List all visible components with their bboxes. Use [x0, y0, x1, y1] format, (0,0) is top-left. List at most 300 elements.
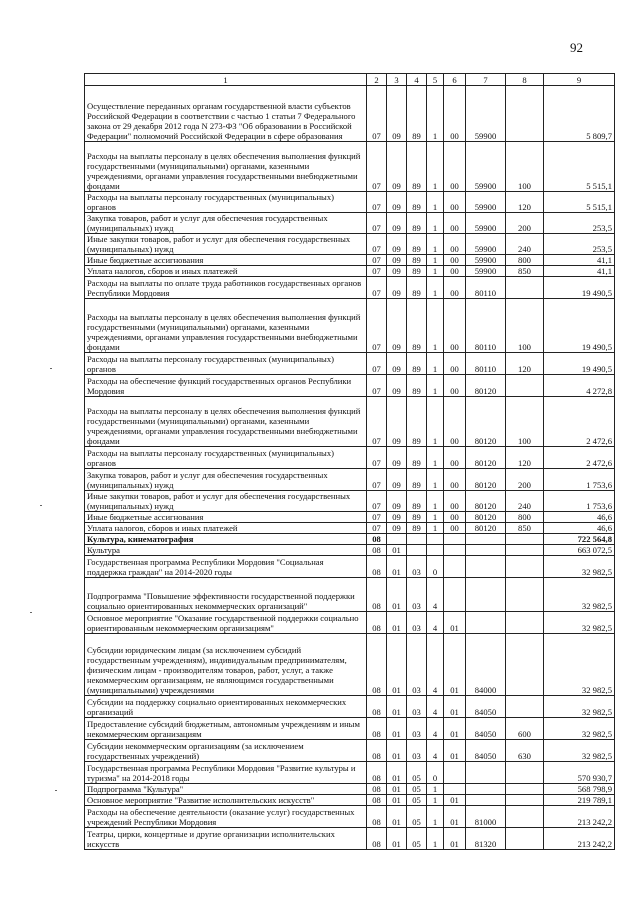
row-name: Субсидии юридическим лицам (за исключением субсидий государственным учреждениям), индивидуальным предпринимателям, физическим лицам - производителям товаров, работ, услуг, а также некоммерческим организациям, не являющимся государственными (муниципальными) учреждениями — [85, 634, 367, 696]
row-section: 07 — [367, 447, 387, 469]
row-direction: 59900 — [466, 86, 506, 142]
row-name: Подпрограмма "Повышение эффективности государственной поддержки социально ориентированных некоммерческих организаций" — [85, 578, 367, 612]
header-direction: 7 — [466, 74, 506, 86]
row-direction: 59900 — [466, 192, 506, 213]
row-section: 07 — [367, 142, 387, 192]
row-expense-type — [506, 578, 544, 612]
row-name: Уплата налогов, сборов и иных платежей — [85, 266, 367, 277]
row-name: Иные закупки товаров, работ и услуг для обеспечения государственных (муниципальных) нужд — [85, 234, 367, 255]
row-measure — [444, 578, 466, 612]
row-direction: 84050 — [466, 696, 506, 718]
row-amount: 32 982,5 — [544, 696, 615, 718]
row-subprogram: 4 — [427, 696, 444, 718]
row-section: 07 — [367, 266, 387, 277]
row-subprogram: 1 — [427, 523, 444, 534]
row-program: 89 — [407, 469, 427, 491]
row-subprogram: 4 — [427, 578, 444, 612]
row-section: 07 — [367, 397, 387, 447]
row-subsection: 01 — [387, 556, 407, 578]
row-direction: 59900 — [466, 142, 506, 192]
row-amount: 253,5 — [544, 234, 615, 255]
table-row — [85, 375, 615, 397]
row-expense-type: 850 — [506, 523, 544, 534]
row-measure: 00 — [444, 213, 466, 234]
row-subsection: 01 — [387, 784, 407, 795]
row-direction — [466, 795, 506, 806]
row-subsection: 01 — [387, 718, 407, 740]
row-amount: 4 272,8 — [544, 375, 615, 397]
row-amount: 32 982,5 — [544, 740, 615, 762]
row-expense-type — [506, 277, 544, 299]
row-direction: 80120 — [466, 512, 506, 523]
row-direction: 59900 — [466, 213, 506, 234]
row-measure: 00 — [444, 447, 466, 469]
table-row — [85, 740, 615, 762]
row-expense-type: 240 — [506, 234, 544, 255]
row-measure: 00 — [444, 512, 466, 523]
row-program: 03 — [407, 696, 427, 718]
row-expense-type — [506, 634, 544, 696]
row-subsection: 09 — [387, 266, 407, 277]
budget-expenditure-table — [84, 73, 615, 850]
row-direction: 80120 — [466, 491, 506, 512]
row-section: 08 — [367, 578, 387, 612]
row-direction — [466, 545, 506, 556]
table-row — [85, 299, 615, 353]
row-program: 89 — [407, 86, 427, 142]
row-amount: 253,5 — [544, 213, 615, 234]
row-direction: 84050 — [466, 740, 506, 762]
table-row — [85, 192, 615, 213]
row-amount: 2 472,6 — [544, 397, 615, 447]
table-row — [85, 447, 615, 469]
row-section: 08 — [367, 534, 387, 545]
row-program: 89 — [407, 277, 427, 299]
row-program: 05 — [407, 795, 427, 806]
row-subprogram — [427, 534, 444, 545]
row-section: 08 — [367, 762, 387, 784]
table-row — [85, 795, 615, 806]
row-measure — [444, 762, 466, 784]
row-section: 07 — [367, 491, 387, 512]
row-subsection: 09 — [387, 353, 407, 375]
row-subprogram: 1 — [427, 353, 444, 375]
row-expense-type: 120 — [506, 353, 544, 375]
row-expense-type: 600 — [506, 718, 544, 740]
row-expense-type: 800 — [506, 512, 544, 523]
header-subprogram: 5 — [427, 74, 444, 86]
row-subprogram: 1 — [427, 266, 444, 277]
row-measure: 00 — [444, 491, 466, 512]
row-subprogram: 0 — [427, 762, 444, 784]
row-measure: 01 — [444, 795, 466, 806]
table-row — [85, 397, 615, 447]
row-subsection: 01 — [387, 740, 407, 762]
row-section: 08 — [367, 718, 387, 740]
row-program: 03 — [407, 740, 427, 762]
row-name: Расходы на выплаты персоналу в целях обеспечения выполнения функций государственными (муниципальными) органами, казенными учреждениями, органами управления государственными внебюджетными фондами — [85, 397, 367, 447]
row-subprogram: 1 — [427, 447, 444, 469]
row-amount: 32 982,5 — [544, 578, 615, 612]
table-row — [85, 255, 615, 266]
row-subsection: 09 — [387, 86, 407, 142]
row-program — [407, 545, 427, 556]
table-row — [85, 634, 615, 696]
row-name: Предоставление субсидий бюджетным, автономным учреждениям и иным некоммерческим организациям — [85, 718, 367, 740]
row-amount: 663 072,5 — [544, 545, 615, 556]
row-subprogram: 1 — [427, 375, 444, 397]
row-section: 08 — [367, 696, 387, 718]
row-subprogram — [427, 545, 444, 556]
row-name: Государственная программа Республики Мордовия "Социальная поддержка граждан" на 2014-2020 годы — [85, 556, 367, 578]
row-section: 07 — [367, 512, 387, 523]
row-name: Закупка товаров, работ и услуг для обеспечения государственных (муниципальных) нужд — [85, 213, 367, 234]
row-expense-type — [506, 375, 544, 397]
row-program: 89 — [407, 397, 427, 447]
row-direction: 80120 — [466, 375, 506, 397]
row-expense-type: 120 — [506, 447, 544, 469]
row-subsection: 09 — [387, 397, 407, 447]
row-program: 05 — [407, 784, 427, 795]
row-section: 07 — [367, 213, 387, 234]
row-name: Расходы на выплаты персоналу государственных (муниципальных) органов — [85, 353, 367, 375]
row-name: Осуществление переданных органам государственной власти субъектов Российской Федерации в соответствии с частью 1 статьи 7 Федерального закона от 29 декабря 2012 года N 273-ФЗ "Об образовании в Российской Федерации" полномочий Российской Федерации в сфере образования — [85, 86, 367, 142]
row-expense-type — [506, 696, 544, 718]
row-subsection: 01 — [387, 696, 407, 718]
row-subprogram: 1 — [427, 277, 444, 299]
row-name: Культура — [85, 545, 367, 556]
header-program: 4 — [407, 74, 427, 86]
row-program: 03 — [407, 556, 427, 578]
row-program: 05 — [407, 762, 427, 784]
row-amount: 1 753,6 — [544, 491, 615, 512]
row-expense-type: 630 — [506, 740, 544, 762]
table-row — [85, 534, 615, 545]
header-subsection: 3 — [387, 74, 407, 86]
row-direction: 59900 — [466, 266, 506, 277]
row-subsection: 01 — [387, 634, 407, 696]
row-section: 08 — [367, 545, 387, 556]
row-expense-type: 100 — [506, 299, 544, 353]
row-measure: 00 — [444, 469, 466, 491]
row-section: 08 — [367, 806, 387, 828]
row-program — [407, 534, 427, 545]
table-row — [85, 784, 615, 795]
row-program: 89 — [407, 353, 427, 375]
row-name: Основное мероприятие "Развитие исполнительских искусств" — [85, 795, 367, 806]
row-expense-type — [506, 828, 544, 850]
row-direction: 80110 — [466, 299, 506, 353]
table-row — [85, 696, 615, 718]
row-program: 03 — [407, 578, 427, 612]
row-subprogram: 1 — [427, 213, 444, 234]
row-name: Расходы на обеспечение деятельности (оказание услуг) государственных учреждений Республики Мордовия — [85, 806, 367, 828]
row-program: 89 — [407, 512, 427, 523]
row-expense-type — [506, 612, 544, 634]
row-subprogram: 1 — [427, 469, 444, 491]
row-section: 08 — [367, 556, 387, 578]
row-subsection: 09 — [387, 523, 407, 534]
table-row — [85, 469, 615, 491]
row-subsection: 09 — [387, 299, 407, 353]
row-direction — [466, 534, 506, 545]
row-name: Иные бюджетные ассигнования — [85, 255, 367, 266]
row-subsection: 09 — [387, 234, 407, 255]
row-subprogram: 1 — [427, 784, 444, 795]
row-measure: 00 — [444, 255, 466, 266]
row-program: 89 — [407, 523, 427, 534]
row-name: Расходы на выплаты по оплате труда работников государственных органов Республики Мордовия — [85, 277, 367, 299]
row-name: Расходы на обеспечение функций государственных органов Республики Мордовия — [85, 375, 367, 397]
row-direction: 84050 — [466, 718, 506, 740]
row-name: Театры, цирки, концертные и другие организации исполнительских искусств — [85, 828, 367, 850]
scan-speck — [30, 612, 32, 613]
row-measure: 00 — [444, 299, 466, 353]
table-row — [85, 142, 615, 192]
row-section: 07 — [367, 299, 387, 353]
row-amount: 19 490,5 — [544, 299, 615, 353]
row-name: Расходы на выплаты персоналу в целях обеспечения выполнения функций государственными (муниципальными) органами, казенными учреждениями, органами управления государственными внебюджетными фондами — [85, 299, 367, 353]
row-direction: 59900 — [466, 255, 506, 266]
row-name: Иные бюджетные ассигнования — [85, 512, 367, 523]
row-section: 07 — [367, 234, 387, 255]
row-expense-type — [506, 556, 544, 578]
row-program: 89 — [407, 234, 427, 255]
row-expense-type — [506, 86, 544, 142]
row-subprogram: 1 — [427, 491, 444, 512]
row-amount: 32 982,5 — [544, 556, 615, 578]
table-row — [85, 828, 615, 850]
row-subprogram: 1 — [427, 806, 444, 828]
header-measure: 6 — [444, 74, 466, 86]
row-subsection: 01 — [387, 545, 407, 556]
row-section: 08 — [367, 784, 387, 795]
row-subsection: 09 — [387, 375, 407, 397]
row-subsection: 09 — [387, 213, 407, 234]
row-subsection: 01 — [387, 828, 407, 850]
row-section: 07 — [367, 353, 387, 375]
row-program: 89 — [407, 491, 427, 512]
table-row — [85, 491, 615, 512]
table-row — [85, 523, 615, 534]
row-direction — [466, 556, 506, 578]
table-row — [85, 277, 615, 299]
row-subprogram: 1 — [427, 397, 444, 447]
row-section: 08 — [367, 634, 387, 696]
row-amount: 46,6 — [544, 512, 615, 523]
row-program: 89 — [407, 142, 427, 192]
row-subprogram: 0 — [427, 556, 444, 578]
row-subsection: 09 — [387, 447, 407, 469]
row-section: 07 — [367, 277, 387, 299]
row-amount: 41,1 — [544, 255, 615, 266]
row-measure: 01 — [444, 828, 466, 850]
row-direction — [466, 784, 506, 795]
row-name: Подпрограмма "Культура" — [85, 784, 367, 795]
row-subprogram: 4 — [427, 634, 444, 696]
row-amount: 219 789,1 — [544, 795, 615, 806]
row-direction: 81000 — [466, 806, 506, 828]
row-subprogram: 1 — [427, 255, 444, 266]
row-measure: 01 — [444, 612, 466, 634]
row-expense-type: 200 — [506, 213, 544, 234]
table-row — [85, 762, 615, 784]
row-program: 89 — [407, 266, 427, 277]
row-program: 03 — [407, 634, 427, 696]
row-program: 89 — [407, 299, 427, 353]
row-amount: 19 490,5 — [544, 353, 615, 375]
row-section: 07 — [367, 523, 387, 534]
row-program: 89 — [407, 213, 427, 234]
row-measure: 00 — [444, 397, 466, 447]
scan-speck — [40, 505, 42, 506]
table-header-row — [85, 74, 615, 86]
row-section: 08 — [367, 795, 387, 806]
table-row — [85, 718, 615, 740]
row-name: Расходы на выплаты персоналу государственных (муниципальных) органов — [85, 447, 367, 469]
row-expense-type: 200 — [506, 469, 544, 491]
row-expense-type — [506, 806, 544, 828]
row-measure — [444, 784, 466, 795]
table-row — [85, 578, 615, 612]
row-direction: 80120 — [466, 397, 506, 447]
row-subsection: 09 — [387, 469, 407, 491]
row-amount: 46,6 — [544, 523, 615, 534]
row-section: 07 — [367, 375, 387, 397]
row-program: 03 — [407, 718, 427, 740]
table-row — [85, 353, 615, 375]
row-measure: 00 — [444, 234, 466, 255]
table-row — [85, 512, 615, 523]
row-measure: 01 — [444, 718, 466, 740]
header-expense-type: 8 — [506, 74, 544, 86]
row-amount: 570 930,7 — [544, 762, 615, 784]
row-measure: 00 — [444, 192, 466, 213]
row-subprogram: 1 — [427, 192, 444, 213]
row-section: 07 — [367, 192, 387, 213]
row-program: 89 — [407, 255, 427, 266]
row-subsection: 01 — [387, 762, 407, 784]
row-name: Государственная программа Республики Мордовия "Развитие культуры и туризма" на 2014-2018 годы — [85, 762, 367, 784]
row-measure — [444, 534, 466, 545]
row-section: 08 — [367, 828, 387, 850]
row-direction: 80120 — [466, 469, 506, 491]
row-expense-type — [506, 534, 544, 545]
row-amount: 5 809,7 — [544, 86, 615, 142]
row-direction: 84000 — [466, 634, 506, 696]
header-section: 2 — [367, 74, 387, 86]
row-expense-type: 100 — [506, 142, 544, 192]
row-measure: 00 — [444, 266, 466, 277]
row-amount: 1 753,6 — [544, 469, 615, 491]
row-measure: 01 — [444, 634, 466, 696]
row-amount: 722 564,8 — [544, 534, 615, 545]
row-section: 08 — [367, 740, 387, 762]
row-subsection: 09 — [387, 512, 407, 523]
row-expense-type — [506, 545, 544, 556]
scan-speck — [50, 368, 52, 369]
table-row — [85, 86, 615, 142]
table-row — [85, 213, 615, 234]
row-direction: 80110 — [466, 353, 506, 375]
row-name: Закупка товаров, работ и услуг для обеспечения государственных (муниципальных) нужд — [85, 469, 367, 491]
row-name: Уплата налогов, сборов и иных платежей — [85, 523, 367, 534]
page-number: 92 — [570, 40, 583, 55]
row-name: Субсидии некоммерческим организациям (за исключением государственных учреждений) — [85, 740, 367, 762]
row-expense-type — [506, 795, 544, 806]
row-program: 89 — [407, 192, 427, 213]
row-direction — [466, 612, 506, 634]
row-subprogram: 1 — [427, 795, 444, 806]
row-subsection: 09 — [387, 255, 407, 266]
row-measure: 01 — [444, 806, 466, 828]
row-subprogram: 1 — [427, 234, 444, 255]
table-row — [85, 545, 615, 556]
row-subsection: 01 — [387, 795, 407, 806]
row-section: 07 — [367, 86, 387, 142]
row-subsection: 01 — [387, 806, 407, 828]
row-subprogram: 4 — [427, 740, 444, 762]
row-measure: 01 — [444, 696, 466, 718]
row-subprogram: 1 — [427, 86, 444, 142]
row-amount: 568 798,9 — [544, 784, 615, 795]
row-name: Расходы на выплаты персоналу в целях обеспечения выполнения функций государственными (муниципальными) органами, казенными учреждениями, органами управления государственными внебюджетными фондами — [85, 142, 367, 192]
row-program: 03 — [407, 612, 427, 634]
row-amount: 213 242,2 — [544, 828, 615, 850]
row-expense-type — [506, 762, 544, 784]
table-row — [85, 234, 615, 255]
row-measure: 00 — [444, 86, 466, 142]
row-subprogram: 1 — [427, 512, 444, 523]
table-row — [85, 556, 615, 578]
row-measure — [444, 556, 466, 578]
row-amount: 32 982,5 — [544, 718, 615, 740]
row-subprogram: 4 — [427, 718, 444, 740]
row-expense-type: 100 — [506, 397, 544, 447]
row-direction: 80110 — [466, 277, 506, 299]
row-expense-type: 240 — [506, 491, 544, 512]
header-amount: 9 — [544, 74, 615, 86]
row-subprogram: 1 — [427, 299, 444, 353]
row-name: Расходы на выплаты персоналу государственных (муниципальных) органов — [85, 192, 367, 213]
row-section: 07 — [367, 255, 387, 266]
row-direction: 59900 — [466, 234, 506, 255]
row-subsection — [387, 534, 407, 545]
row-amount: 2 472,6 — [544, 447, 615, 469]
row-amount: 5 515,1 — [544, 142, 615, 192]
row-direction — [466, 762, 506, 784]
row-program: 05 — [407, 828, 427, 850]
row-subprogram: 1 — [427, 828, 444, 850]
row-direction: 81320 — [466, 828, 506, 850]
row-amount: 32 982,5 — [544, 634, 615, 696]
row-program: 89 — [407, 447, 427, 469]
table-row — [85, 266, 615, 277]
row-measure — [444, 545, 466, 556]
row-amount: 213 242,2 — [544, 806, 615, 828]
row-measure: 00 — [444, 277, 466, 299]
row-subsection: 09 — [387, 491, 407, 512]
row-expense-type — [506, 784, 544, 795]
row-amount: 32 982,5 — [544, 612, 615, 634]
table-row — [85, 806, 615, 828]
scan-speck — [55, 790, 57, 791]
row-section: 07 — [367, 469, 387, 491]
row-subprogram: 4 — [427, 612, 444, 634]
row-name: Основное мероприятие "Оказание государственной поддержки социально ориентированным некоммерческим организациям" — [85, 612, 367, 634]
row-measure: 00 — [444, 523, 466, 534]
row-measure: 00 — [444, 375, 466, 397]
